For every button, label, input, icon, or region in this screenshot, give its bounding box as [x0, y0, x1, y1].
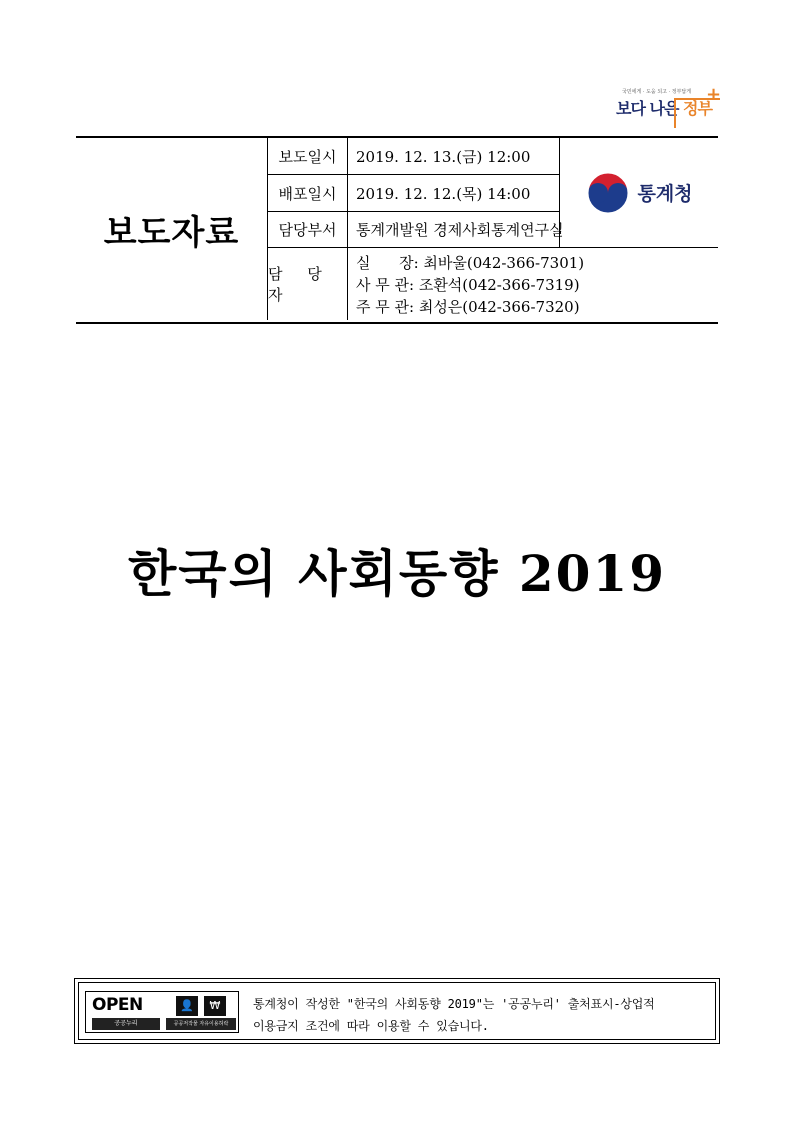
- main-title: 한국의 사회동향 2019: [127, 544, 667, 603]
- license-text-line: 통계청이 작성한 "한국의 사회동향 2019"는 '공공누리' 출처표시-상업적: [253, 997, 655, 1011]
- nuri-label: 공공누리: [92, 1018, 160, 1030]
- press-release-header: [76, 136, 718, 324]
- kogl-badge: [85, 991, 239, 1033]
- noncommercial-icon: ₩: [204, 996, 226, 1016]
- government-slogan-logo: [608, 86, 720, 130]
- slogan-main-text-2: 정부: [682, 99, 712, 118]
- attribution-icon: 👤: [176, 996, 198, 1016]
- slogan-text: 국민에게 · 도움 되고 · 정부답게: [622, 89, 692, 95]
- slogan-main-text-1: 보다 나은: [616, 99, 679, 118]
- taegeuk-emblem-icon: [585, 170, 631, 216]
- release-date-value: 2019. 12. 13.(금) 12:00: [348, 138, 560, 175]
- contact-item: 사 무 관: 조환석(042-366-7319): [356, 276, 580, 294]
- document-type-title: 보도자료: [103, 212, 240, 253]
- license-text-line: 이용금지 조건에 따라 이용할 수 있습니다.: [253, 1019, 489, 1033]
- license-icons-caption: 공공저작물 자유이용허락: [166, 1018, 236, 1030]
- department-label: 담당부서: [268, 212, 348, 248]
- plus-icon: +: [706, 84, 722, 105]
- contact-item: 주 무 관: 최성은(042-366-7320): [356, 298, 580, 316]
- contact-list: [348, 248, 718, 320]
- open-license-box: [74, 978, 720, 1044]
- department-value: 통계개발원 경제사회통계연구실: [348, 212, 560, 248]
- statistics-korea-logo: [560, 138, 718, 248]
- distribution-date-value: 2019. 12. 12.(목) 14:00: [348, 175, 560, 212]
- distribution-date-label: 배포일시: [268, 175, 348, 212]
- release-date-label: 보도일시: [268, 138, 348, 175]
- agency-name: 통계청: [637, 183, 693, 205]
- contact-label: 담 당 자: [268, 248, 348, 320]
- contact-item: 실 장: 최바울(042-366-7301): [356, 254, 585, 272]
- license-inner-border: [78, 982, 716, 1040]
- document-type-cell: [76, 138, 268, 320]
- open-label: OPEN: [92, 995, 143, 1015]
- license-description: [253, 993, 713, 1037]
